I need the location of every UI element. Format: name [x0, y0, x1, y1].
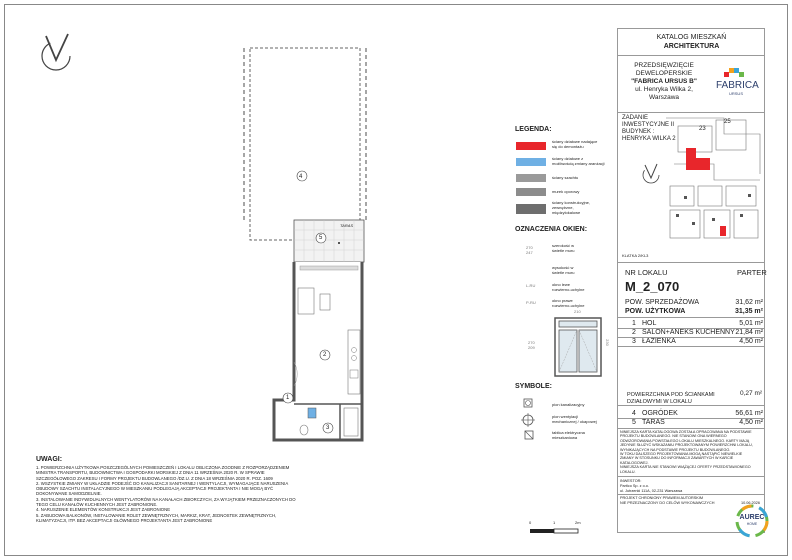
windows-title: OZNACZENIA OKIEN: [515, 226, 588, 233]
room-label-1: 1 [286, 395, 290, 401]
symbol-text-electrical: tablica elektryczna mieszkaniowa [552, 430, 585, 440]
scale-label-2: 2m [575, 520, 581, 525]
window-mark-right: P-RU [526, 300, 536, 305]
legend-text-shaft: ściany szachtu [552, 175, 579, 180]
copyright-date: 10.06.2026 [741, 501, 761, 505]
legend-text-retaining: murek oporowy [552, 189, 580, 194]
room-label-2: 2 [323, 352, 327, 358]
ventilation-riser-icon [521, 413, 535, 427]
window-diagram-icon [553, 316, 603, 378]
window-text-height: wysokość w świetle muru [552, 265, 575, 275]
room-label-5: 5 [319, 235, 323, 241]
notes-title: UWAGI: [36, 456, 63, 463]
legend-swatch-structural [516, 204, 546, 214]
aurec-logo-sub: HOME [746, 522, 758, 526]
symbol-text-sewage: pion kanalizacyjny [552, 402, 585, 407]
legend-text-structural: ściany konstrukcyjne, zewnętrzne, międzylokalowe [552, 200, 591, 215]
legend-text-demolish: ściany działowe nadające się do demontażu [552, 139, 598, 149]
map-label-23: 23 [699, 126, 706, 132]
floor-plan [240, 20, 380, 470]
partition-area-value: 0,27 m² [740, 390, 763, 397]
legend-swatch-retaining [516, 188, 546, 196]
window-text-left: okno lewe rozwierno-uchylne [552, 282, 585, 292]
copyright-info: PROJEKT CHRONIONY PRAWEM AUTORSKIM NIE PRZEZNACZONY DO CELÓW WYKONAWCZYCH [620, 496, 715, 505]
window-mark-left: L-RU [526, 283, 536, 288]
window-mark-width: 270 247 [526, 245, 533, 255]
window-dim-height: 230 [604, 339, 610, 346]
legend-swatch-rearrange [516, 158, 546, 166]
window-dim-left: 270 209 [528, 340, 535, 350]
unit-number: M_2_070 [625, 279, 680, 294]
sewage-riser-icon [523, 398, 533, 408]
window-dim-width: 210 [574, 309, 581, 314]
window-text-width: szerokość w świetle muru [552, 243, 575, 253]
window-text-right: okno prawe rozwierno-uchylne [552, 298, 585, 308]
scale-bar [528, 527, 588, 537]
architecture-title: ARCHITEKTURA [663, 43, 720, 50]
scale-label-0: 0 [529, 520, 532, 525]
project-info: PRZEDSIĘWZIĘCIE DEWELOPERSKIE "FABRICA URSUS B" ul. Henryka Wilka 2, Warszawa [631, 62, 697, 101]
task-info: ZADANIE INWESTYCYJNE II BUDYNEK : HENRYKA WILKA 2 [622, 115, 676, 142]
legend-text-rearrange: ściany działowe z możliwością zmiany aranżacji [552, 156, 605, 166]
site-map [664, 114, 764, 254]
room-label-4: 4 [299, 174, 303, 180]
partition-area-label: POWIERZCHNIA POD ŚCIANKAMI DZIAŁOWYMI W LOKALU [627, 392, 715, 405]
north-arrow-icon [640, 162, 662, 186]
legend-swatch-shaft [516, 174, 546, 182]
stairwell-label: KLATKA 2/KL3 [622, 253, 649, 258]
catalog-title: KATALOG MIESZKAŃ [656, 34, 727, 41]
architect-logo-icon [38, 30, 78, 80]
legend-title: LEGENDA: [515, 126, 552, 133]
investor-info: INWESTOR: Partico Sp. z o.o. ul. Jutrzenki 111A, 02-231 Warszawa [620, 479, 683, 493]
disclaimer: NINIEJSZA KARTA KATALOGOWA ZOSTAŁA OPRACOWANA NA PODSTAWIE PROJEKTU BUDOWLANEGO. NIE STANOWI ONA WIERNEGO ODWZOROWANIA POWSTAŁEGO LOKALU MIESZKALNEGO. KARTY MAJĄ JEDYNIE SŁUŻYĆ WSKAZANIU PROJEKTOWANYM POWIERZCHNI LOKALU, WYNIKAJĄCYCH NA PODSTAWIE PROJEKTU BUDOWLANEGO. W TOKU DALSZEGO PROJEKTOWANIA MOGĄ NASTĄPIĆ NIEWIELKIE ZMIANY W STOSUNKU DO INFORMACJI ZAWARTYCH W KARCIE KATALOGOWEJ. NINIEJSZA KARTA NIE STANOWI WIĄŻĄCEJ OFERTY PRZEDSTAWIONEGO LOKALU. [620, 430, 753, 474]
electrical-panel-icon [524, 430, 534, 440]
aurec-logo-text: AUREC [739, 514, 765, 521]
fabrica-logo-icon [716, 66, 756, 80]
notes-list: 1. POWIERZCHNIA UŻYTKOWA POSZCZEGÓLNYCH POMIESZCZEŃ I LOKALU OBLICZONA ZGODNIE Z ROZPORZĄDZENIEM MINISTRA TRANSPORTU, BUDOWNICTWA I GOSPODARKI MORSKIEJ Z DNIA 11 WRZEŚNIA 2020 R. W SPRAWIE SZCZEGÓŁOWEGO ZAKRESU I FORMY PROJEKTU BUDOWLANEGO /DZ.U. Z DNIA 18 WRZEŚNIA 2020 R. POZ. 1609 2. WSZYSTKIE ZMIANY W UKŁADZIE PODEJŚĆ DO KANALIZACJI SANITARNEJ I WENTYLACJI, WYMAGAJĄCE NARUSZENIA OBUDOWY SZACHTU INSTALACYJNEGO W MIESZKANIU PODLEGAJĄ AKCEPTACJI PROJEKTANTA I NIE MOGĄ BYĆ DOKONYWANE SAMODZIELNIE. 3. INSTALOWANIE INDYWIDUALNYCH WENTYLATORÓW NA KANAŁACH ZBIORCZYCH, ZA WYJĄTKIEM PRZEZNACZONYCH DO TEGO CELU KANAŁÓW KUCHENNYCH JEST ZABRONIONE. 4. NARUSZENIE ELEMENTÓW KONSTRUKCJI JEST ZABRONIONE 5. ZABUDOWA BALKONÓW, INSTALOWANIE ROLET ZEWNĘTRZNYCH, MARKIZ, KRAT, JEDNOSTEK ZEWNĘTRZNYCH, KLIMATYZACJI, ITP. BEZ AKCEPTACJI GŁÓWNEGO PROJEKTANTA JEST ZABRONIONE [36, 465, 296, 523]
map-label-25: 25 [724, 119, 731, 125]
unit-number-label: NR LOKALU [625, 268, 668, 277]
fabrica-logo-sub: URSUS [728, 91, 743, 96]
symbols-title: SYMBOLE: [515, 383, 552, 390]
scale-label-1: 1 [553, 520, 556, 525]
symbol-text-ventilation: pion wentylacji mechanicznej / okapowej [552, 414, 597, 424]
fabrica-logo-text: FABRICA [716, 80, 759, 91]
legend-swatch-demolish [516, 142, 546, 150]
aurec-logo-icon [735, 504, 769, 538]
terrace-label: TARAS [340, 223, 354, 228]
room-label-3: 3 [326, 425, 330, 431]
floor-label: PARTER [737, 268, 767, 277]
